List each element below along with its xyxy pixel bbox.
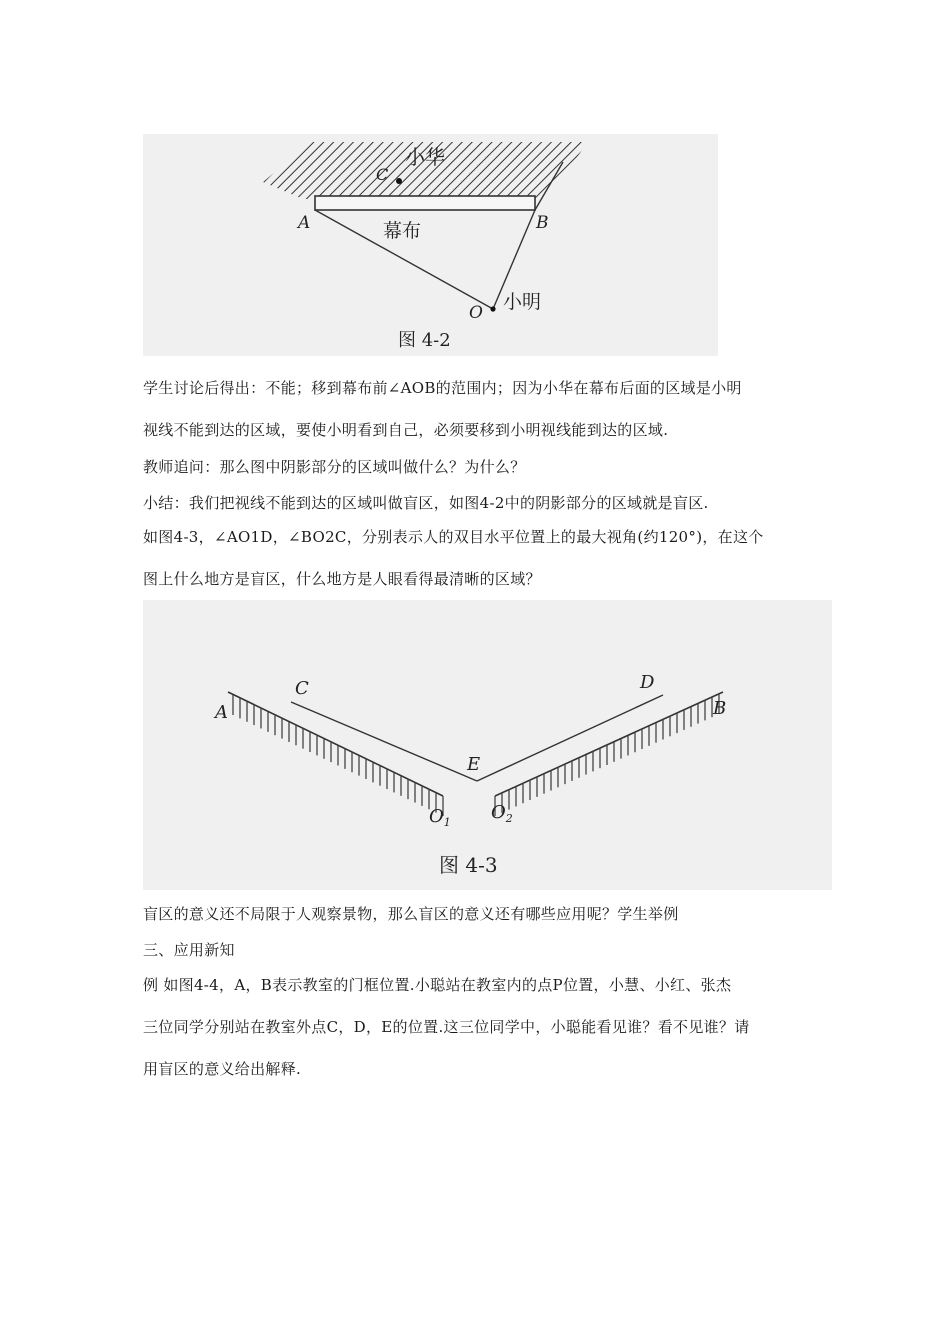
paragraph-line: 教师追问：那么图中阴影部分的区域叫做什么？为什么？ <box>143 458 526 476</box>
paragraph-line: 小结：我们把视线不能到达的区域叫做盲区，如图4-2中的阴影部分的区域就是盲区. <box>143 494 709 512</box>
paragraph-line: 视线不能到达的区域，要使小明看到自己，必须要移到小明视线能到达的区域. <box>143 421 669 439</box>
sight-line-ce <box>291 702 477 781</box>
paragraph-line: 图上什么地方是盲区，什么地方是人眼看得最清晰的区域？ <box>143 570 541 588</box>
paragraph-line: 如图4-3，∠AO1D，∠BO2C，分别表示人的双目水平位置上的最大视角(约120°)，在这个 <box>143 528 764 546</box>
label-a: A <box>298 213 311 233</box>
label-screen: 幕布 <box>383 220 422 242</box>
label-a: A <box>215 702 228 723</box>
hatch-left <box>233 695 443 816</box>
figure-4-3 <box>143 600 832 890</box>
point-o <box>490 306 495 311</box>
paragraph-line: 例 如图4-4，A，B表示教室的门框位置.小聪站在教室内的点P位置，小慧、小红、张杰 <box>143 976 732 994</box>
label-c: C <box>295 678 309 699</box>
hatch-right <box>495 694 719 816</box>
label-d: D <box>640 672 655 693</box>
figure-4-2-diagram <box>143 134 718 356</box>
line-o2b <box>495 692 723 796</box>
label-e: E <box>467 754 481 775</box>
figure-4-2 <box>143 134 718 356</box>
label-b: B <box>713 698 727 719</box>
label-o: O <box>469 303 483 323</box>
point-c <box>396 178 402 184</box>
label-c: C <box>376 165 389 184</box>
section-heading: 三、应用新知 <box>143 941 235 959</box>
line-ao1 <box>228 692 443 796</box>
label-xiaohua: 小华 <box>405 145 445 169</box>
label-b: B <box>536 213 549 233</box>
label-o2: $O_2$ <box>491 802 513 825</box>
figure-4-3-diagram <box>143 600 832 890</box>
paragraph-line: 用盲区的意义给出解释. <box>143 1060 302 1078</box>
screen-bar <box>315 196 535 210</box>
figure-4-3-caption: 图 4-3 <box>439 853 498 877</box>
paragraph-line: 三位同学分别站在教室外点C，D，E的位置.这三位同学中，小聪能看见谁？看不见谁？请 <box>143 1018 750 1036</box>
figure-4-2-caption: 图 4-2 <box>398 330 451 351</box>
label-xiaoming: 小明 <box>503 291 542 313</box>
paragraph-line: 学生讨论后得出：不能；移到幕布前∠AOB的范围内；因为小华在幕布后面的区域是小明 <box>143 379 742 397</box>
paragraph-line: 盲区的意义还不局限于人观察景物，那么盲区的意义还有哪些应用呢？学生举例 <box>143 905 679 923</box>
label-o1: $O_1$ <box>429 806 451 829</box>
